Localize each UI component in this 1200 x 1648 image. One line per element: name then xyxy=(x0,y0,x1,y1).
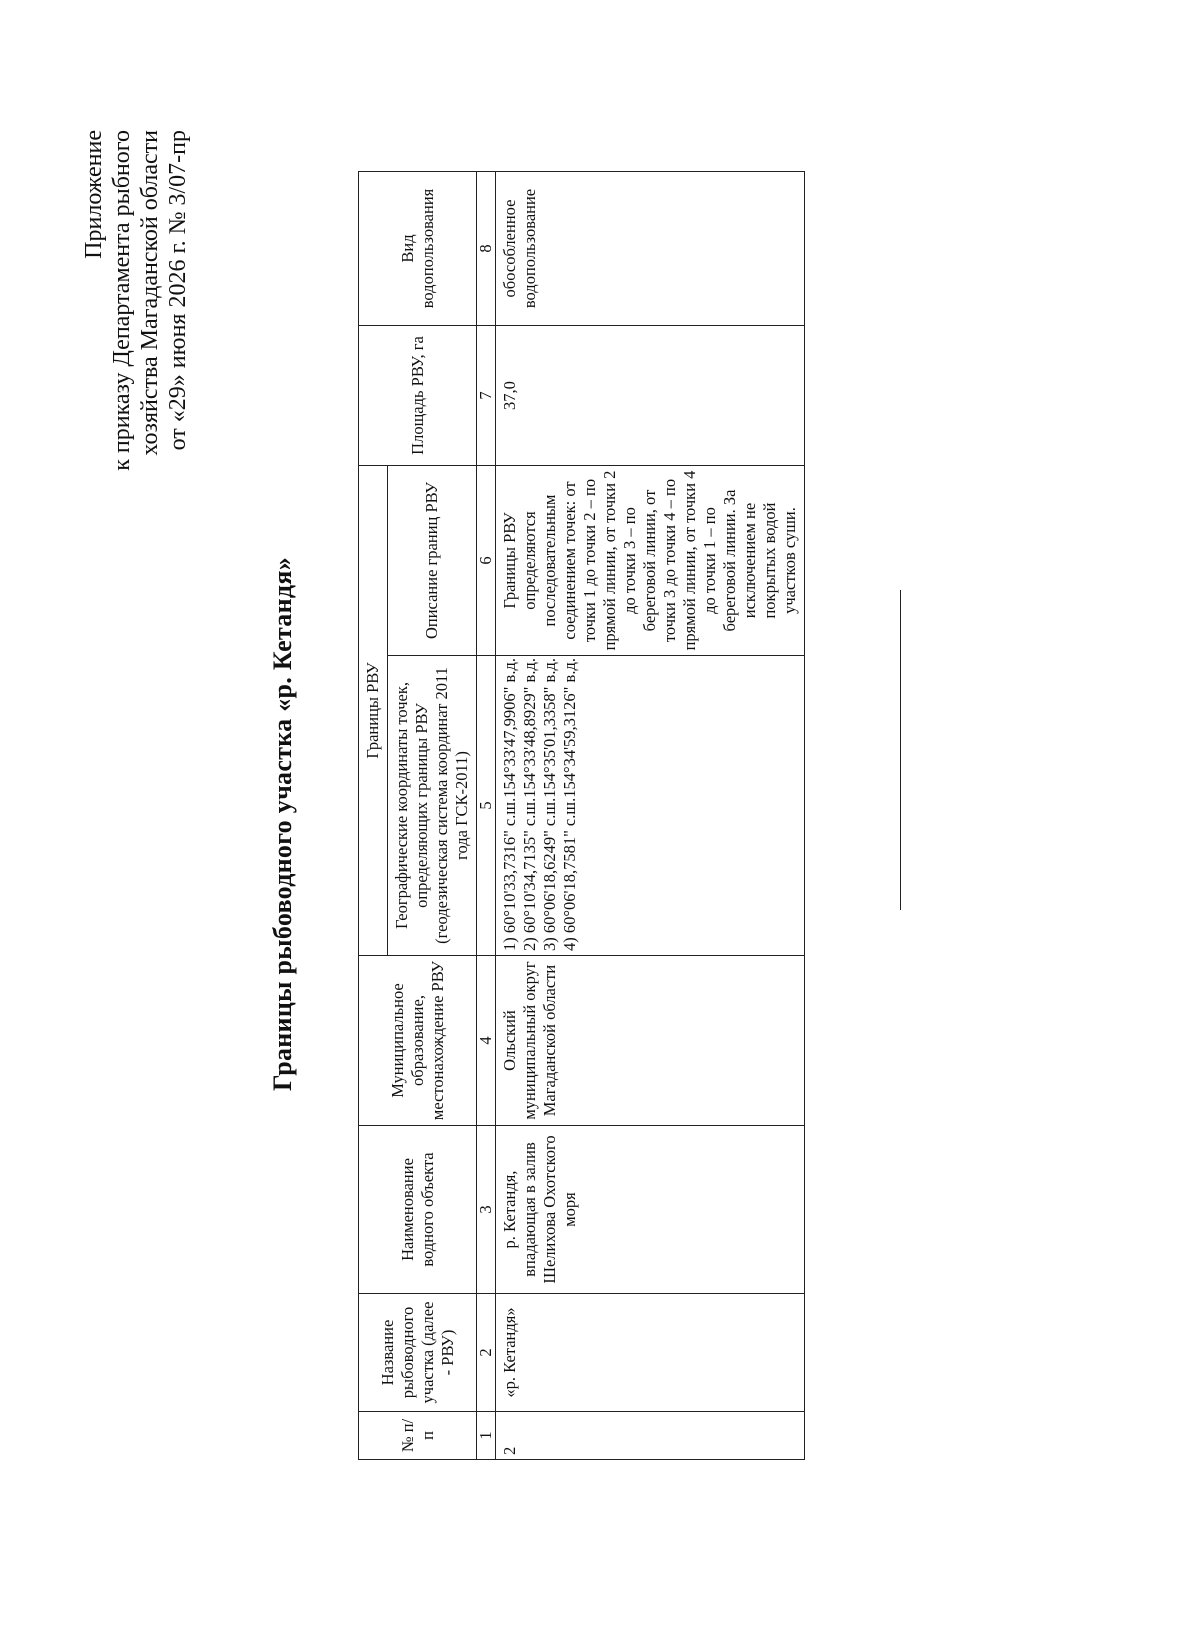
header-water-object: Наименование водного объекта xyxy=(359,1126,477,1294)
document-title: Границы рыбоводного участка «р. Кетандя» xyxy=(268,557,297,1091)
coordinate-point xyxy=(520,660,540,951)
municipality: Ольский муниципальный округ Магаданской области xyxy=(496,956,805,1126)
header-number: № п/п xyxy=(359,1412,477,1460)
appendix-line: к приказу Департамента рыбного xyxy=(109,130,135,471)
column-number: 8 xyxy=(477,172,496,326)
header-use-type: Вид водопользования xyxy=(359,172,477,326)
longitude: 154°33'48,8929" в.д. xyxy=(520,658,539,798)
appendix-line: хозяйства Магаданской области xyxy=(137,130,163,456)
header-municipality: Муниципальное образование, местонахождение РВУ xyxy=(359,956,477,1126)
rvu-name: «р. Кетандя» xyxy=(496,1294,805,1412)
column-number: 1 xyxy=(477,1412,496,1460)
longitude: 154°35'01,3358" в.д. xyxy=(540,658,559,798)
header-rvu-name: Название рыбоводного участка (далее - РВУ) xyxy=(359,1294,477,1412)
column-number-row xyxy=(477,172,496,1460)
closing-rule xyxy=(900,590,901,910)
header-row xyxy=(359,172,388,1460)
coordinate-point xyxy=(540,660,560,951)
column-number: 3 xyxy=(477,1126,496,1294)
column-number: 5 xyxy=(477,656,496,956)
boundaries-table xyxy=(358,171,805,1460)
table-row xyxy=(496,172,805,1460)
coordinates-list xyxy=(496,656,805,956)
appendix-line: Приложение xyxy=(81,130,107,259)
latitude: 3) 60°06'18,6249" с.ш. xyxy=(540,797,559,951)
column-number: 7 xyxy=(477,326,496,466)
boundary-description: Границы РВУ определяются последовательным соединением точек: от точки 1 до точки 2 – по прямой линии, от точки 2 до точки 3 – по береговой линии, от точки 3 до точки 4 – по прямой линии, от точки 4 до точки 1 – по береговой линии. За исключением не покрытых водой участков суши. xyxy=(496,466,805,656)
column-number: 6 xyxy=(477,466,496,656)
appendix-line: от «29» июня 2026 г. № 3/07-пр xyxy=(165,130,191,451)
water-use-type: обособленное водопользование xyxy=(496,172,805,326)
longitude: 154°33'47,9906" в.д. xyxy=(500,658,519,798)
row-number: 2 xyxy=(496,1412,805,1460)
water-object: р. Кетандя, впадающая в залив Шелихова Охотского моря xyxy=(496,1126,805,1294)
header-description: Описание границ РВУ xyxy=(388,466,477,656)
appendix-note xyxy=(80,0,192,590)
longitude: 154°34'59,3126" в.д. xyxy=(560,658,579,798)
coordinate-point xyxy=(560,660,580,951)
header-rvu-boundaries: Границы РВУ xyxy=(359,466,388,956)
column-number: 4 xyxy=(477,956,496,1126)
header-area: Площадь РВУ, га xyxy=(359,326,477,466)
rvu-area: 37,0 xyxy=(496,326,805,466)
latitude: 2) 60°10'34,7135" с.ш. xyxy=(520,797,539,951)
latitude: 4) 60°06'18,7581" с.ш. xyxy=(560,797,579,951)
coordinate-point xyxy=(500,660,520,951)
column-number: 2 xyxy=(477,1294,496,1412)
latitude: 1) 60°10'33,7316" с.ш. xyxy=(500,797,519,951)
header-coordinates: Географические координаты точек, определяющих границы РВУ (геодезическая система координат 2011 года ГСК-2011) xyxy=(388,656,477,956)
